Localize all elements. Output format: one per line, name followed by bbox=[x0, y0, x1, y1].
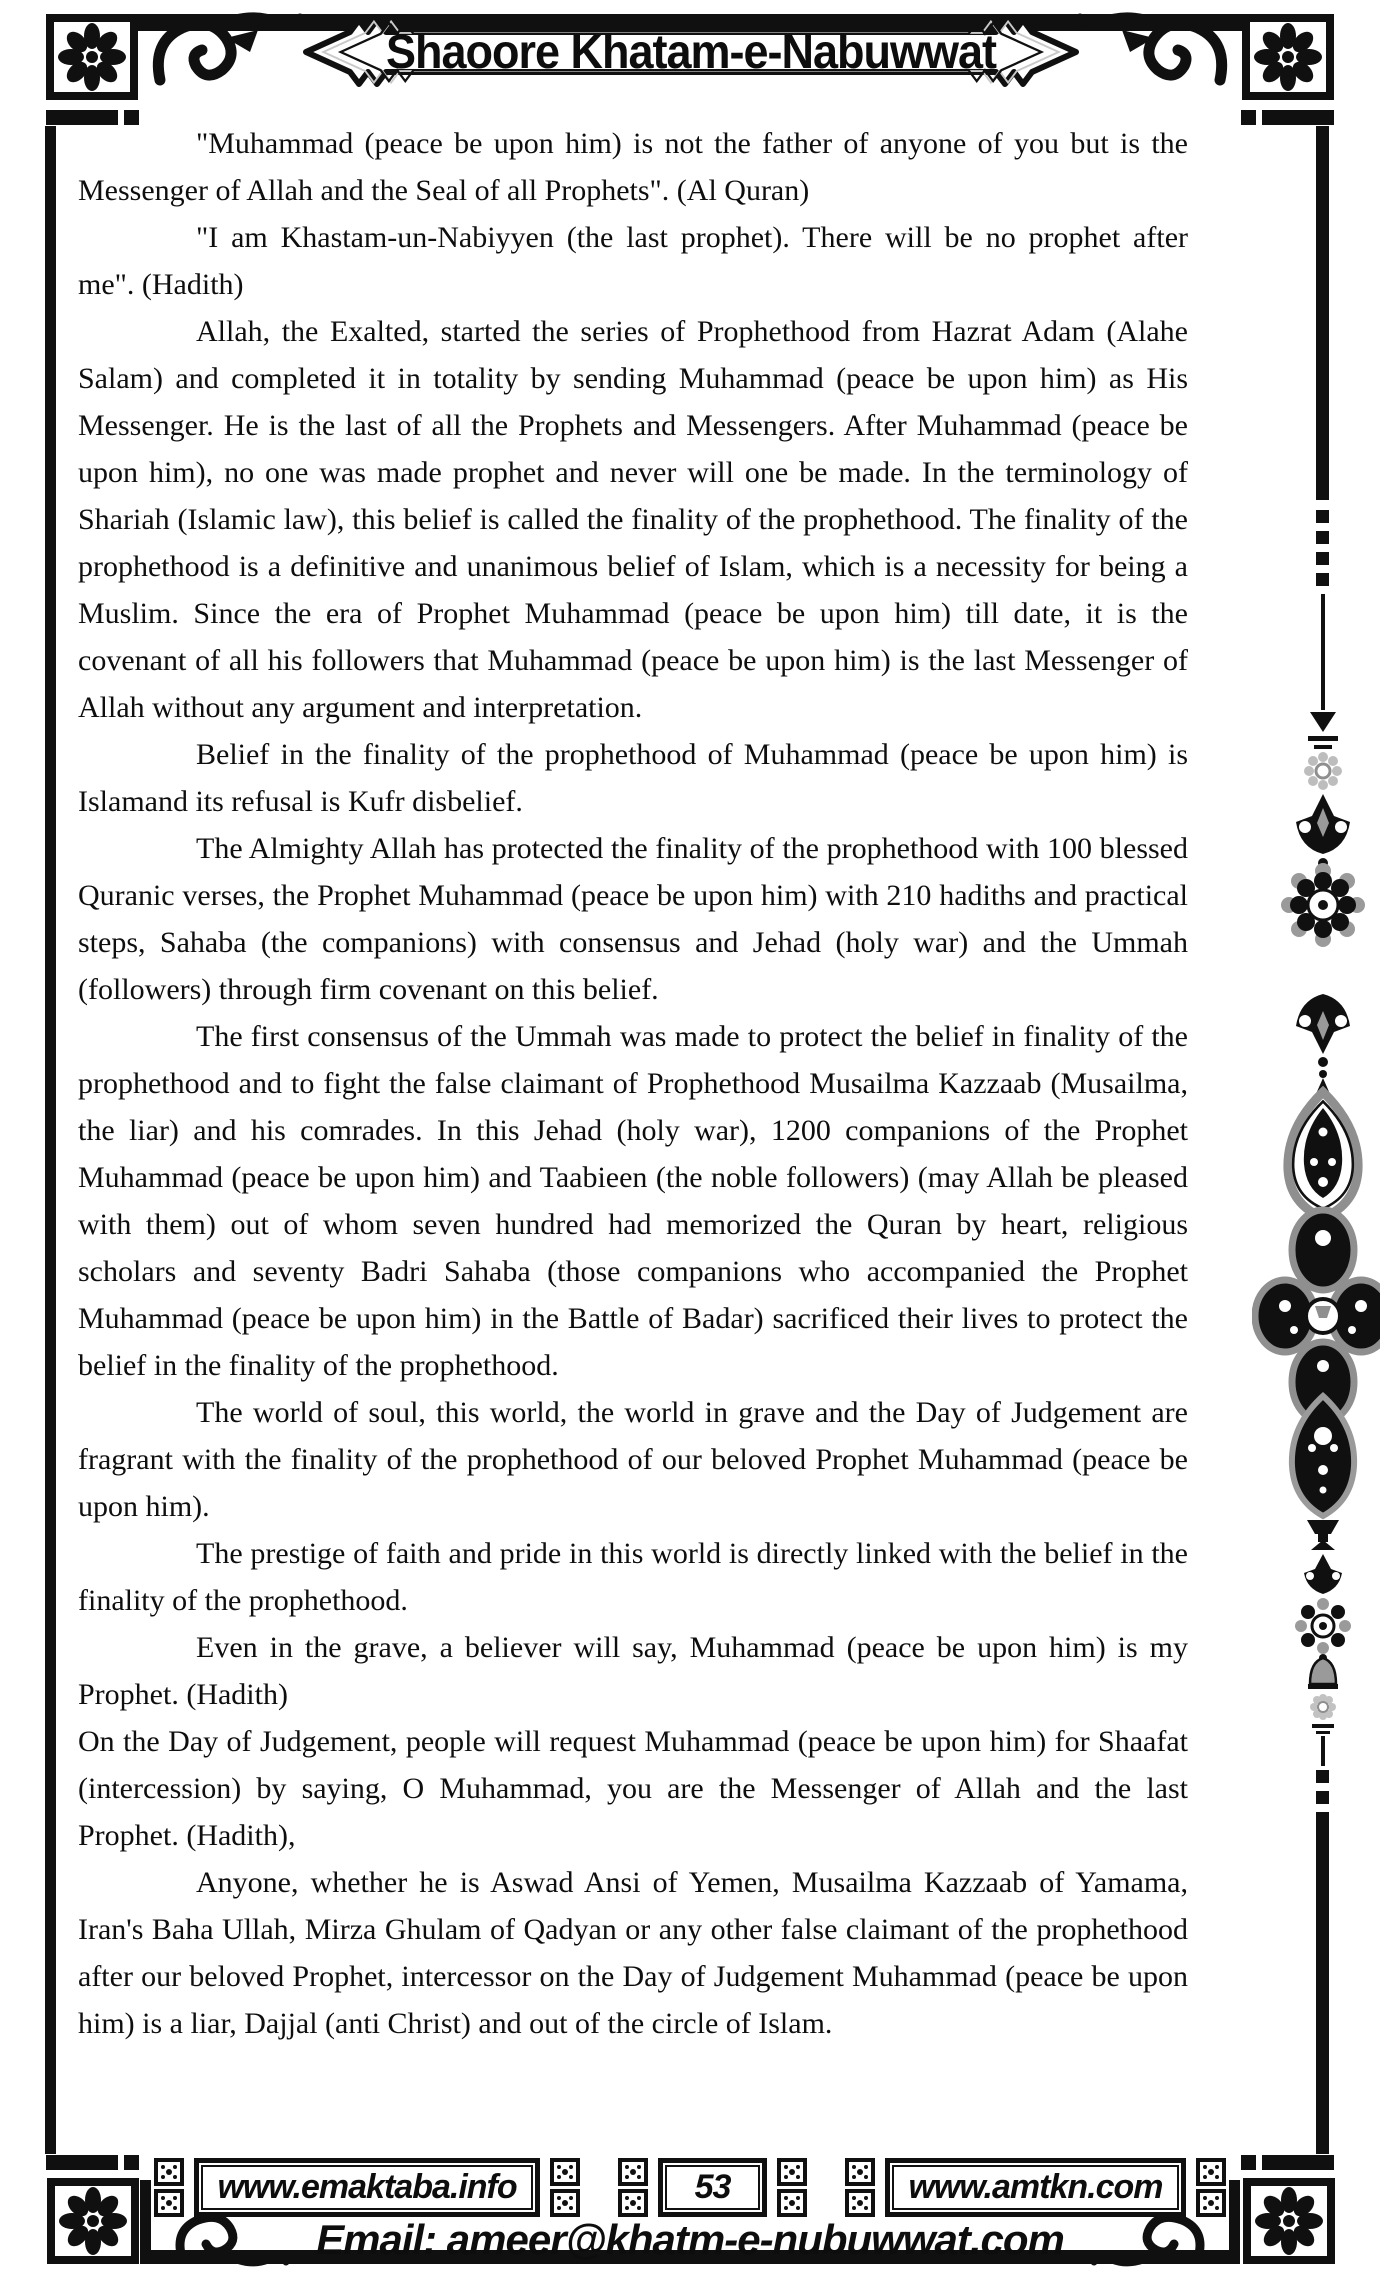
frame-step-dot-bottom-left bbox=[124, 2155, 139, 2170]
article-paragraph: Even in the grave, a believer will say, Muhammad (peace be upon him) is my Prophet. (Hadith) bbox=[78, 1631, 1188, 1711]
article-body bbox=[78, 120, 1188, 2047]
footer-email-row bbox=[150, 2216, 1230, 2264]
ornament-tile-icon bbox=[550, 2158, 580, 2217]
article-paragraph: The Almighty Allah has protected the finality of the prophethood with 100 blessed Quranic verses, the Prophet Muhammad (peace be upon him) with 210 hadiths and practical steps, Sahaba (the companions) with consensus and Jehad (holy war) and the Ummah (followers) through firm covenant on this belief. bbox=[78, 832, 1188, 1006]
ornament-tile-icon bbox=[618, 2158, 648, 2217]
frame-step-bottom-left bbox=[46, 2155, 118, 2170]
ornament-tile-icon bbox=[845, 2158, 875, 2217]
swirl-ornament-icon bbox=[172, 2208, 290, 2272]
frame-step-dot-bottom-right bbox=[1241, 2155, 1256, 2170]
article-paragraph: The prestige of faith and pride in this world is directly linked with the belief in the finality of the prophethood. bbox=[78, 1537, 1188, 1617]
ornament-tile-icon bbox=[777, 2158, 807, 2217]
article-paragraph: Belief in the finality of the prophethood of Muhammad (peace be upon him) is Islamand its refusal is Kufr disbelief. bbox=[78, 738, 1188, 818]
website-link-right: www.amtkn.com bbox=[892, 2165, 1178, 2210]
page-number-box bbox=[658, 2158, 768, 2217]
website-link-left: www.emaktaba.info bbox=[201, 2165, 532, 2210]
article-paragraph: Anyone, whether he is Aswad Ansi of Yemen, Musailma Kazzaab of Yamama, Iran's Baha Ullah, Mirza Ghulam of Qadyan or any other false claimant of the prophethood after our beloved Prophet, intercessor on the Day of Judgement Muhammad (peace be upon him) is a liar, Dajjal (anti Christ) and out of the circle of Islam. bbox=[78, 1866, 1188, 2040]
swirl-ornament-icon bbox=[1090, 2208, 1208, 2272]
article-paragraph: "Muhammad (peace be upon him) is not the father of anyone of you but is the Messenger of Allah and the Seal of all Prophets". (Al Quran) bbox=[78, 127, 1188, 207]
article-paragraph: Allah, the Exalted, started the series of Prophethood from Hazrat Adam (Alahe Salam) and completed it in totality by sending Muhammad (peace be upon him) as His Messenger. He is the last of all the Prophets and Messengers. After Muhammad (peace be upon him), no one was made prophet and never will one be made. In the terminology of Shariah (Islamic law), this belief is called the finality of the prophethood. The finality of the prophethood is a definitive and unanimous belief of Islam, which is a necessity for being a Muslim. Since the era of Prophet Muhammad (peace be upon him) till date, it is the covenant of all his followers that Muhammad (peace be upon him) is the last Messenger of Allah without any argument and interpretation. bbox=[78, 315, 1188, 724]
footer-websites-row bbox=[150, 2152, 1230, 2222]
frame-step-top-right bbox=[1262, 110, 1334, 125]
article-paragraph: The world of soul, this world, the world in grave and the Day of Judgement are fragrant with the finality of the prophethood of our beloved Prophet Muhammad (peace be upon him). bbox=[78, 1396, 1188, 1523]
article-paragraph: On the Day of Judgement, people will request Muhammad (peace be upon him) for Shaafat (intercession) by saying, O Muhammad, you are the Messenger of Allah and the last Prophet. (Hadith), bbox=[78, 1725, 1188, 1852]
email-address: Email: ameer@khatm-e-nubuwwat.com bbox=[316, 2216, 1064, 2263]
page-title: Shaoore Khatam-e-Nabuwwat bbox=[385, 23, 997, 80]
corner-flower-icon bbox=[1243, 2178, 1335, 2264]
page-number: 53 bbox=[665, 2165, 761, 2210]
article-paragraph: The first consensus of the Ummah was made to protect the belief in finality of the prophethood and to fight the false claimant of Prophethood Musailma Kazzaab (Musailma, the liar) and his comrades. In this Jehad (holy war), 1200 companions of the Prophet Muhammad (peace be upon him) and Taabieen (the noble followers) (may Allah be pleased with them) out of whom seven hundred had memorized the Quran by heart, religious scholars and seventy Badri Sahaba (those companions who accompanied the Prophet Muhammad (peace be upon him) in the Battle of Badar) sacrificed their lives to protect the belief in the finality of the prophethood. bbox=[78, 1020, 1188, 1382]
header bbox=[0, 0, 1380, 110]
scroll-ornament-icon bbox=[1078, 8, 1234, 108]
article-paragraph: "I am Khastam-un-Nabiyyen (the last prophet). There will be no prophet after me". (Hadith) bbox=[78, 221, 1188, 301]
frame-footer-right-post bbox=[1229, 2180, 1240, 2258]
scroll-ornament-icon bbox=[146, 8, 302, 108]
title-banner bbox=[298, 6, 1084, 98]
frame-step-dot-top-right bbox=[1241, 110, 1256, 125]
corner-flower-icon bbox=[47, 2178, 139, 2264]
ornament-divider-icon bbox=[1252, 126, 1380, 2154]
frame-step-bottom-right bbox=[1262, 2155, 1334, 2170]
frame-border-left bbox=[45, 126, 56, 2154]
